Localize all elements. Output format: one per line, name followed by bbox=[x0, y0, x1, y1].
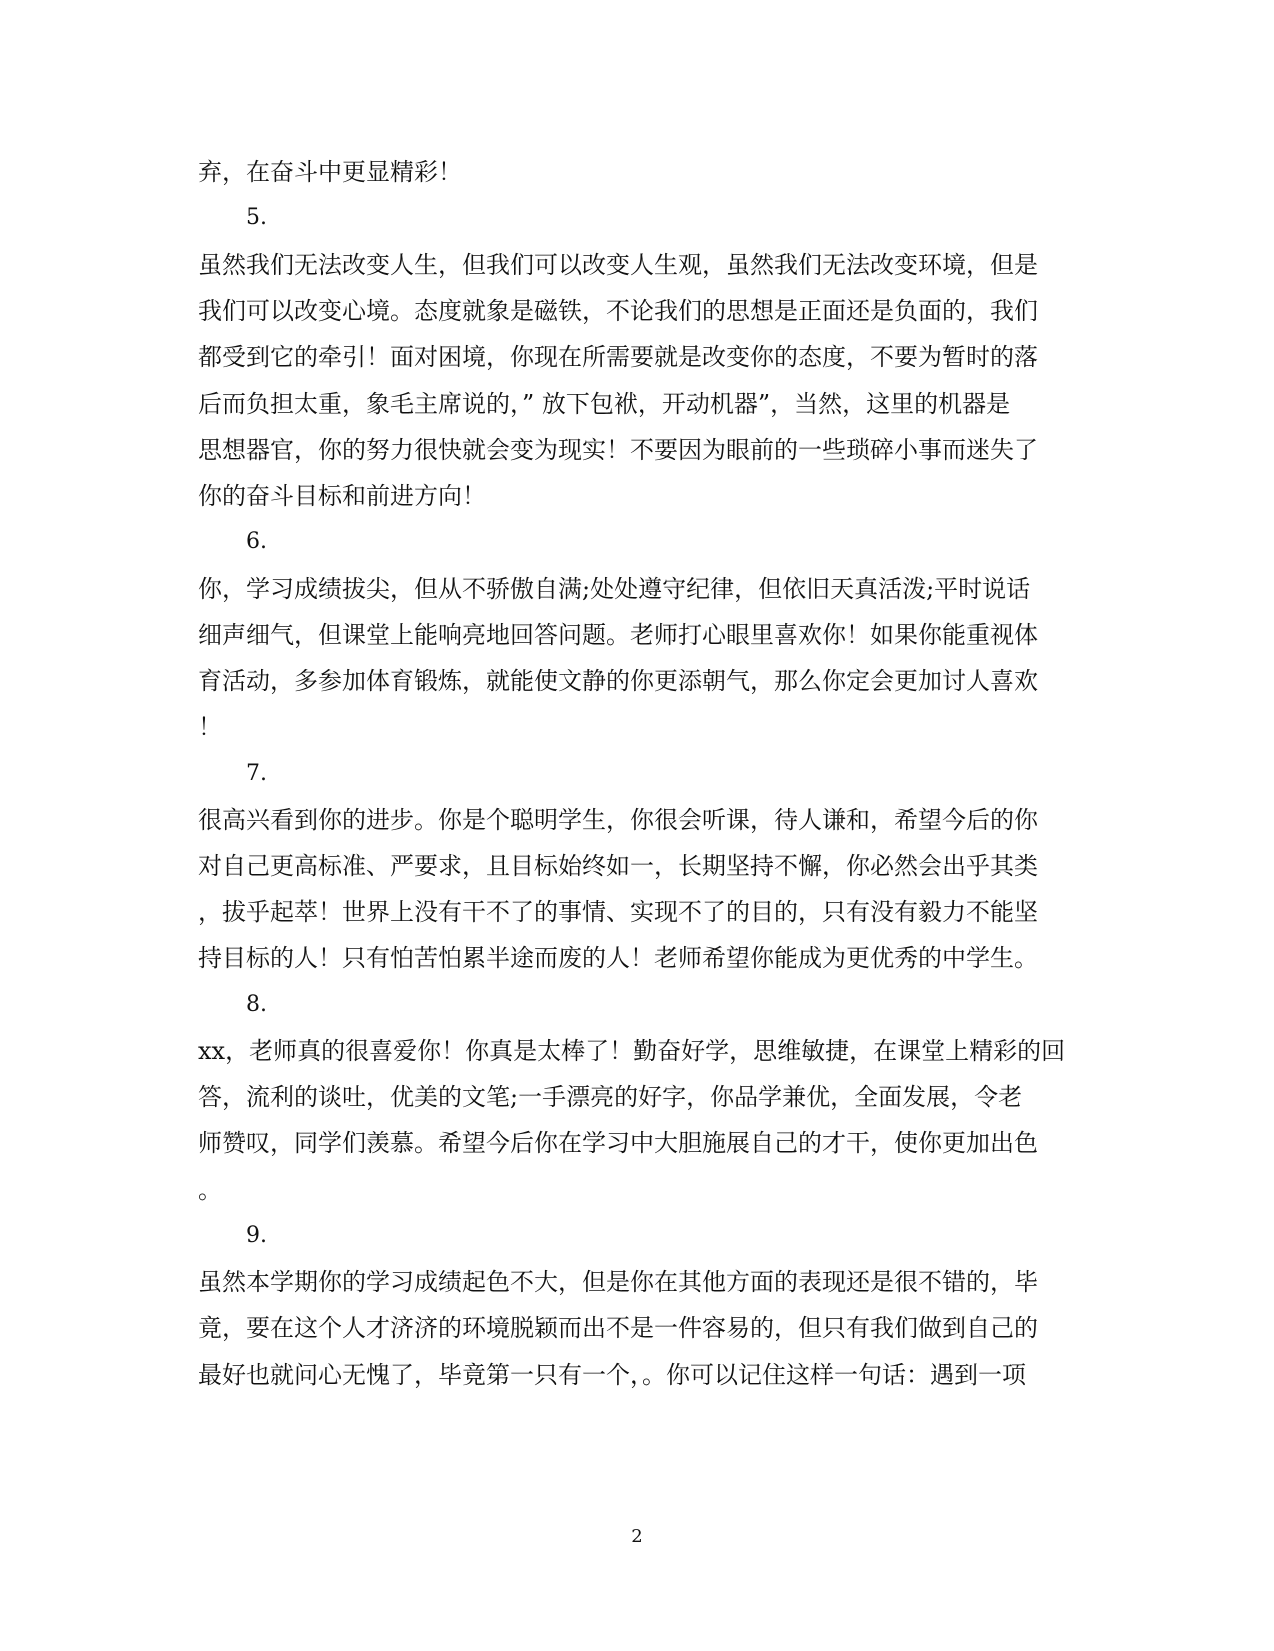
text-line: 虽然本学期你的学习成绩起色不大，但是你在其他方面的表现还是很不错的，毕 bbox=[198, 1268, 1038, 1296]
page-number: 2 bbox=[631, 1526, 643, 1547]
text-line: xx，老师真的很喜爱你！你真是太棒了！勤奋好学，思维敏捷，在课堂上精彩的回 bbox=[198, 1037, 1066, 1065]
text-line: 对自己更高标准、严要求，且目标始终如一，长期坚持不懈，你必然会出乎其类 bbox=[198, 852, 1038, 880]
text-line: 细声细气，但课堂上能响亮地回答问题。老师打心眼里喜欢你！如果你能重视体 bbox=[198, 621, 1038, 649]
text-line: 你的奋斗目标和前进方向！ bbox=[198, 482, 486, 510]
text-line: 你，学习成绩拔尖，但从不骄傲自满;处处遵守纪律，但依旧天真活泼;平时说话 bbox=[198, 575, 1031, 603]
text-line: 思想器官，你的努力很快就会变为现实！不要因为眼前的一些琐碎小事而迷失了 bbox=[198, 436, 1038, 464]
item-number: 8. bbox=[246, 992, 267, 1017]
item-number: 9. bbox=[246, 1223, 267, 1248]
text-line: 竟，要在这个人才济济的环境脱颖而出不是一件容易的，但只有我们做到自己的 bbox=[198, 1314, 1038, 1342]
text-line: ，拔乎起萃！世界上没有干不了的事情、实现不了的目的，只有没有毅力不能坚 bbox=[198, 898, 1038, 926]
text-line: 弃，在奋斗中更显精彩！ bbox=[198, 158, 462, 186]
text-line: 育活动，多参加体育锻炼，就能使文静的你更添朝气，那么你定会更加讨人喜欢 bbox=[198, 667, 1038, 695]
text-line: 最好也就问心无愧了，毕竟第一只有一个，。你可以记住这样一句话：遇到一项 bbox=[198, 1361, 1026, 1389]
text-line: 答，流利的谈吐，优美的文笔;一手漂亮的好字，你品学兼优，全面发展，令老 bbox=[198, 1083, 1023, 1111]
text-line: ！ bbox=[198, 713, 222, 741]
text-line: 我们可以改变心境。态度就象是磁铁，不论我们的思想是正面还是负面的，我们 bbox=[198, 297, 1038, 325]
text-line: 很高兴看到你的进步。你是个聪明学生，你很会听课，待人谦和，希望今后的你 bbox=[198, 806, 1038, 834]
text-line: 。 bbox=[198, 1176, 222, 1204]
text-line: 持目标的人！只有怕苦怕累半途而废的人！老师希望你能成为更优秀的中学生。 bbox=[198, 944, 1038, 972]
item-number: 6. bbox=[246, 529, 267, 554]
text-line: 后而负担太重，象毛主席说的，” 放下包袱，开动机器”，当然，这里的机器是 bbox=[198, 390, 1011, 418]
item-number: 5. bbox=[246, 205, 267, 230]
item-number: 7. bbox=[246, 761, 267, 786]
text-line: 都受到它的牵引！面对困境，你现在所需要就是改变你的态度，不要为暂时的落 bbox=[198, 343, 1038, 371]
text-line: 虽然我们无法改变人生，但我们可以改变人生观，虽然我们无法改变环境，但是 bbox=[198, 251, 1038, 279]
text-line: 师赞叹，同学们羡慕。希望今后你在学习中大胆施展自己的才干，使你更加出色 bbox=[198, 1129, 1038, 1157]
